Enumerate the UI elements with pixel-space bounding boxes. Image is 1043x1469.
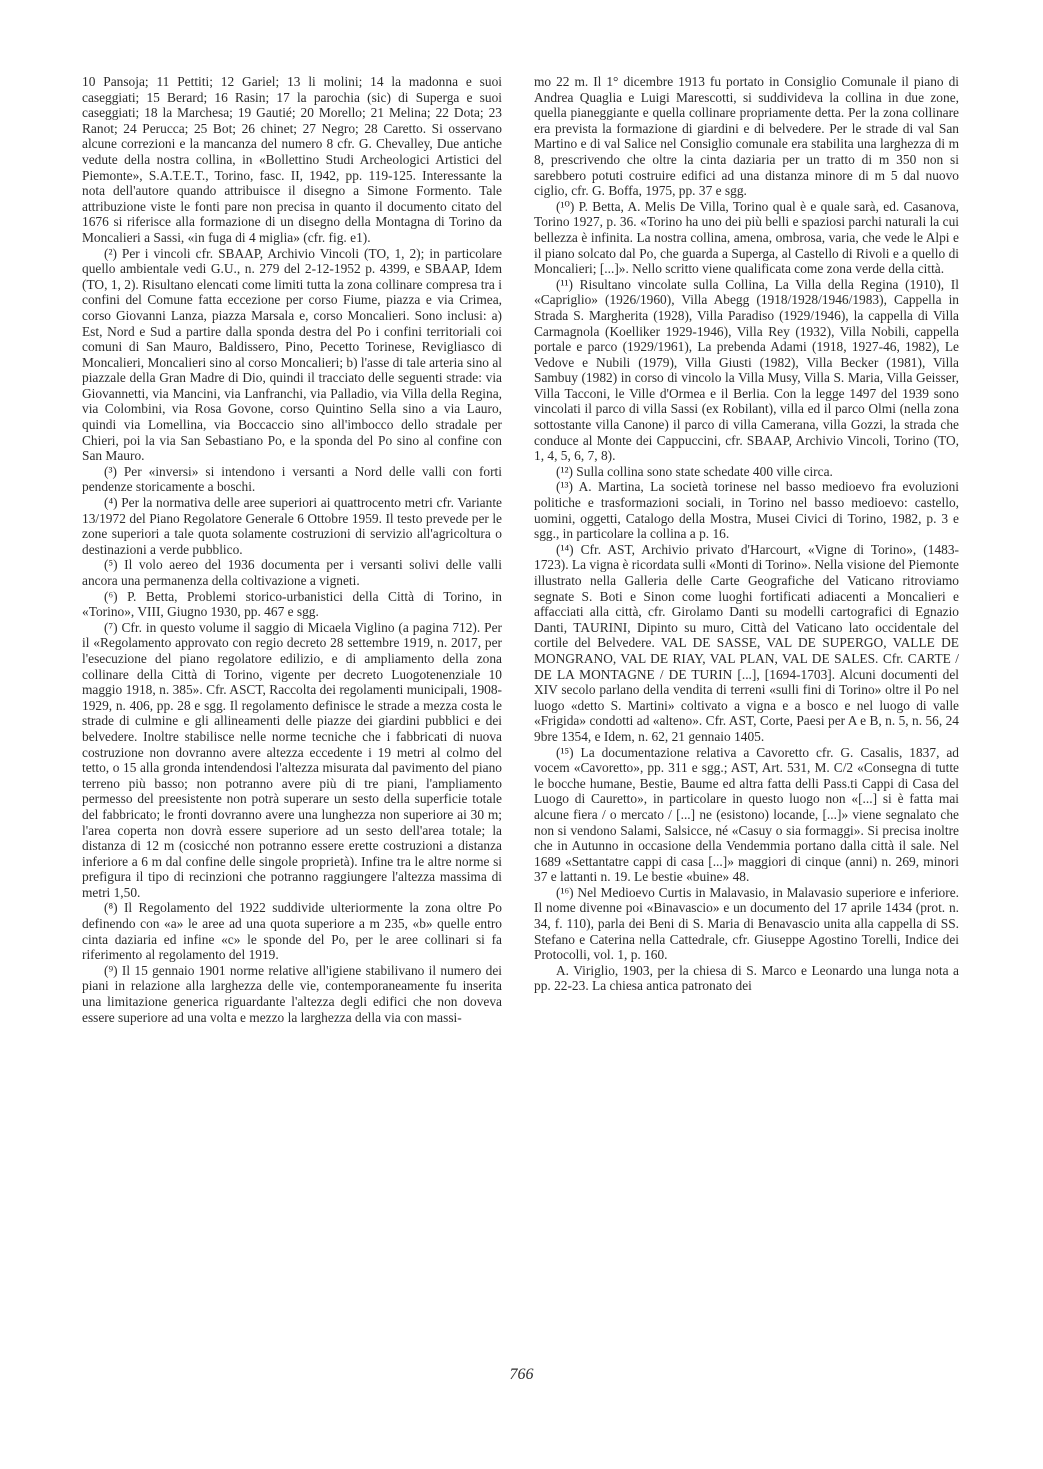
footnote-14: (¹⁴) Cfr. AST, Archivio privato d'Harcourt, «Vigne di Torino», (1483-1723). La vigna è ricordata sulli «Monti di Torino». Nella visione del Piemonte illustrato nella Galleria delle Carte Geografiche del Vaticano ritroviamo segnate S. Boti e Sinon come luoghi fortificati adiacenti a Moncalieri e affacciati alla città, cfr. Girolamo Danti su modelli cartografici di Egnazio Danti, TAURINI, Dipinto su muro, Città del Vaticano lato occidentale del cortile del Belvedere. VAL DE SASSE, VAL DE SUPERGO, VALLE DE MONGRANO, VAL DE RIAY, VAL PLAN, VAL DE SALES. Cfr. CARTE / DE LA MONTAGNE / DE TURIN [...], [1694-1703]. Alcuni documenti del XIV secolo parlano della vendita di terreni «sulli fini di Torino» oltre il Po nel luogo «detto S. Martini» coltivato a vigna e a bosco e nel luogo di valle «Frigida» condotti ad «alteno». Cfr. AST, Corte, Paesi per A e B, n. 5, n. 56, 24 9bre 1354, e Idem, n. 62, 21 gennaio 1405. <box>534 541 960 744</box>
right-column <box>534 74 959 994</box>
footnote-11: (¹¹) Risultano vincolate sulla Collina, La Villa della Regina (1910), Il «Capriglio» (1926/1960), Villa Abegg (1918/1928/1946/1983), Cappella in Strada S. Margherita (1928), Villa Paradiso (1929/1946), la cappella di Villa Carmagnola (Koelliker 1929-1946), Villa Rey (1932), Villa Nobili, cappella portale e parco (1929/1961), La prebenda Adami (1918, 1927-46, 1982), Le Vedove e Nubili (1979), Villa Giusti (1982), Villa Becker (1981), Villa Sambuy (1982) in corso di vincolo la Villa Musy, Villa S. Maria, Villa Geisser, Villa Tacconi, le Ville d'Ormea e il Berlia. Con la legge 1497 del 1939 sono vincolati il parco di villa Sassi (ex Robilant), villa ed il parco Olmi (nella zona sottostante villa Canone) il parco di villa Camerana, villa Gozzi, la strada che conduce al Monte dei Cappuccini, cfr. SBAAP, Archivio Vincoli, Torino (TO, 1, 4, 5, 6, 7, 8). <box>534 276 959 464</box>
footnote-7: (⁷) Cfr. in questo volume il saggio di Micaela Viglino (a pagina 712). Per il «Regolamento approvato con regio decreto 28 settembre 1919, n. 2017, per l'esecuzione del piano regolatore edilizio, e di ampliamento della zona collinare della Città di Torino, vigente per decreto Luogotenenziale 10 maggio 1918, n. 385». Cfr. ASCT, Raccolta dei regolamenti municipali, 1908-1929, n. 406, pp. 28 e sgg. Il regolamento definisce le strade a mezza costa le strade di culmine e gli allineamenti delle piazze dei giardini pubblici e dei belvedere. Inoltre stabilisce nelle norme tecniche che i fabbricati di nuova costruzione non dovranno avere altezza eccedente i 19 metri al colmo del tetto, o 15 alla gronda intendendosi l'altezza misurata dal pavimento del piano terreno più basso; non potranno avere più di tre piani, l'ampliamento permesso del preesistente non potrà superare un sesto della superficie totale del fabbricato; le fronti dovranno avere una lunghezza non superiore ai 30 m; l'area coperta non dovrà essere superiore ad un sesto dell'area totale; la distanza di 12 m (cosicché non potranno essere erette costruzioni a distanza inferiore a 6 m dal confine delle singole proprietà). Infine tra le altre norme si prefigura il tipo di recinzioni che potranno raggiungere l'altezza massima di metri 1,50. <box>82 619 502 900</box>
footnote-text: 10 Pansoja; 11 Pettiti; 12 Gariel; 13 li molini; 14 la madonna e suoi caseggiati; 15 Berard; 16 Rasin; 17 la parochia (sic) di Superga e suoi caseggiati; 18 la Marchesa; 19 Gautié; 20 Morello; 21 Melina; 22 Dota; 23 Ranot; 24 Perucca; 25 Bot; 26 chinet; 27 Negro; 28 Caretto. Si osservano alcune correzioni e la mancanza del numero 8 cfr. G. Chevalley, Due antiche vedute della nostra collina, in «Bollettino Studi Archeologici Artistici del Piemonte», S.A.T.E.T., Torino, fasc. II, 1942, pp. 119-125. Interessante la nota dell'autore quando attribuisce il disegno a Simone Formento. Tale attribuzione viste le fonti pare non precisa in quanto il documento citato del 1676 si riferisce alla formazione di un disegno della Montagna di Torino da Moncalieri a Sassi, «in fuga di 4 miglia» (cfr. fig. e1). <box>82 74 502 245</box>
footnote-6: (⁶) P. Betta, Problemi storico-urbanistici della Città di Torino, in «Torino», VIII, Giugno 1930, pp. 467 e sgg. <box>82 588 502 620</box>
footnote-5: (⁵) Il volo aereo del 1936 documenta per i versanti solivi delle valli ancora una permanenza della coltivazione a vigneti. <box>82 557 502 588</box>
footnote-8: (⁸) Il Regolamento del 1922 suddivide ulteriormente la zona oltre Po definendo con «a» le aree ad una quota superiore a m 235, «b» quelle entro cinta daziaria ed infine «c» le sponde del Po, per le aree collinari si fa riferimento al regolamento del 1919. <box>82 900 502 963</box>
left-column <box>82 74 502 1025</box>
footnote-9-continued: mo 22 m. Il 1° dicembre 1913 fu portato in Consiglio Comunale il piano di Andrea Quaglia e Luigi Marescotti, si suddivideva la collina in due zone, quella pianeggiante e quella collinare propriamente detta. Per la zona collinare era prevista la formazione di giardini e di belvedere. Per le strade di val San Martino e di val Salice nel Consiglio comunale era stabilita una larghezza di m 8, prescrivendo che oltre la cinta daziaria per un tratto di m 350 non si sarebbero potuti costruire edifici ad una distanza minore di m 5 dal nuovo ciglio, cfr. G. Boffa, 1975, pp. 37 e sgg. <box>534 74 959 199</box>
footnote-4: (⁴) Per la normativa delle aree superiori ai quattrocento metri cfr. Variante 13/1972 del Piano Regolatore Generale 6 Ottobre 1959. Il testo prevede per le zone superiori a tale quota solamente costruzioni di servizio all'agricoltura o destinazioni a verde pubblico. <box>82 495 502 557</box>
footnote-16: (¹⁶) Nel Medioevo Curtis in Malavasio, in Malavasio superiore e inferiore. Il nome divenne poi «Binavascio» e un documento del 17 aprile 1434 (prot. n. 34, f. 110), parla dei Beni di S. Maria di Benavascio unita alla cappella di SS. Stefano e Caterina nella Cattedrale, cfr. Giuseppe Agostino Torelli, Indice dei Protocolli, vol. 1, p. 160. <box>534 884 959 963</box>
footnote-9: (⁹) Il 15 gennaio 1901 norme relative all'igiene stabilivano il numero dei piani in relazione alla larghezza delle vie, contemporaneamente fu inserita una limitazione generica riguardante l'altezza degli edifici che non doveva essere superiore ad una volta e mezzo la larghezza della via con massi- <box>82 962 502 1025</box>
footnote-2: (²) Per i vincoli cfr. SBAAP, Archivio Vincoli (TO, 1, 2); in particolare quello ambientale vedi G.U., n. 279 del 2-12-1952 p. 4399, e SBAAP, Idem (TO, 1, 2). Risultano elencati come limiti tutta la zona collinare compresa tra i confini del Comune fatta eccezione per corso Fiume, piazza e via Crimea, corso Giovanni Lanza, piazza Marsala e, corso Moncalieri. Sono inclusi: a) Est, Nord e Sud a partire dalla sponda destra del Po i confini territoriali coi comuni di San Mauro, Baldissero, Pino, Pecetto Torinese, Revigliasco di Moncalieri, Moncalieri sino al corso Moncalieri; b) l'asse di tale arteria sino al piazzale della Gran Madre di Dio, quindi il tracciato delle seguenti strade: via Giovannetti, via Mancini, via Lanfranchi, via Palladio, via Villa della Regina, via Colombini, via Rosa Govone, corso Quintino Sella sino a via Lauro, quindi via Lomellina, via Boccaccio sino all'imbocco dello stradale per Chieri, poi la via San Sebastiano Po, e la sponda del Po sino al confine con San Mauro. <box>82 245 502 464</box>
page-number: 766 <box>509 1366 534 1383</box>
footnote-3: (³) Per «inversi» si intendono i versanti a Nord delle valli con forti pendenze storicamente a boschi. <box>82 463 502 495</box>
footnote-16-continued: A. Viriglio, 1903, per la chiesa di S. Marco e Leonardo una lunga nota a pp. 22-23. La chiesa antica patronato dei <box>534 962 959 994</box>
footnote-13: (¹³) A. Martina, La società torinese nel basso medioevo fra evoluzioni politiche e trasformazioni sociali, in Torino nel basso medioevo: castello, uomini, oggetti, Catalogo della Mostra, Musei Civici di Torino, 1982, p. 3 e sgg., in particolare la collina a p. 16. <box>534 479 959 542</box>
footnote-12: (¹²) Sulla collina sono state schedate 400 ville circa. <box>556 463 833 479</box>
footnote-15: (¹⁵) La documentazione relativa a Cavoretto cfr. G. Casalis, 1837, ad vocem «Cavoretto», pp. 311 e sgg.; AST, Art. 531, M. C/2 «Consegna di tutte le bocche humane, Bestie, Baume ed altra fatta delli Pass.ti Cappi di Casa del Luogo di Cauretto», in particolare in questo luogo non «[...] si è fatta mai alcune fiera / o mercato / [...] ne (esistono) locande, [...]» viene segnalato che non si vendono Salami, Salsicce, né «Casuy o sia formaggi». Si precisa inoltre che in Autunno in occasione della Vendemmia portano dalla città il sale. Nel 1689 «Settantatre cappi di casa [...]» maggiori di cinque (anni) n. 269, minori 37 e lattanti n. 19. Le bestie «buine» 48. <box>534 744 959 885</box>
footnote-10: (¹⁰) P. Betta, A. Melis De Villa, Torino qual è e quale sarà, ed. Casanova, Torino 1927, p. 36. «Torino ha uno dei più belli e spaziosi parchi naturali la cui bellezza è infinita. La nostra collina, amena, ombrosa, varia, che vede le Alpi e il piano solcato dal Po, che guarda a Superga, al Castello di Rivoli e a quello di Moncalieri; [...]». Nello scritto viene qualificata come zona verde della città. <box>534 198 959 277</box>
